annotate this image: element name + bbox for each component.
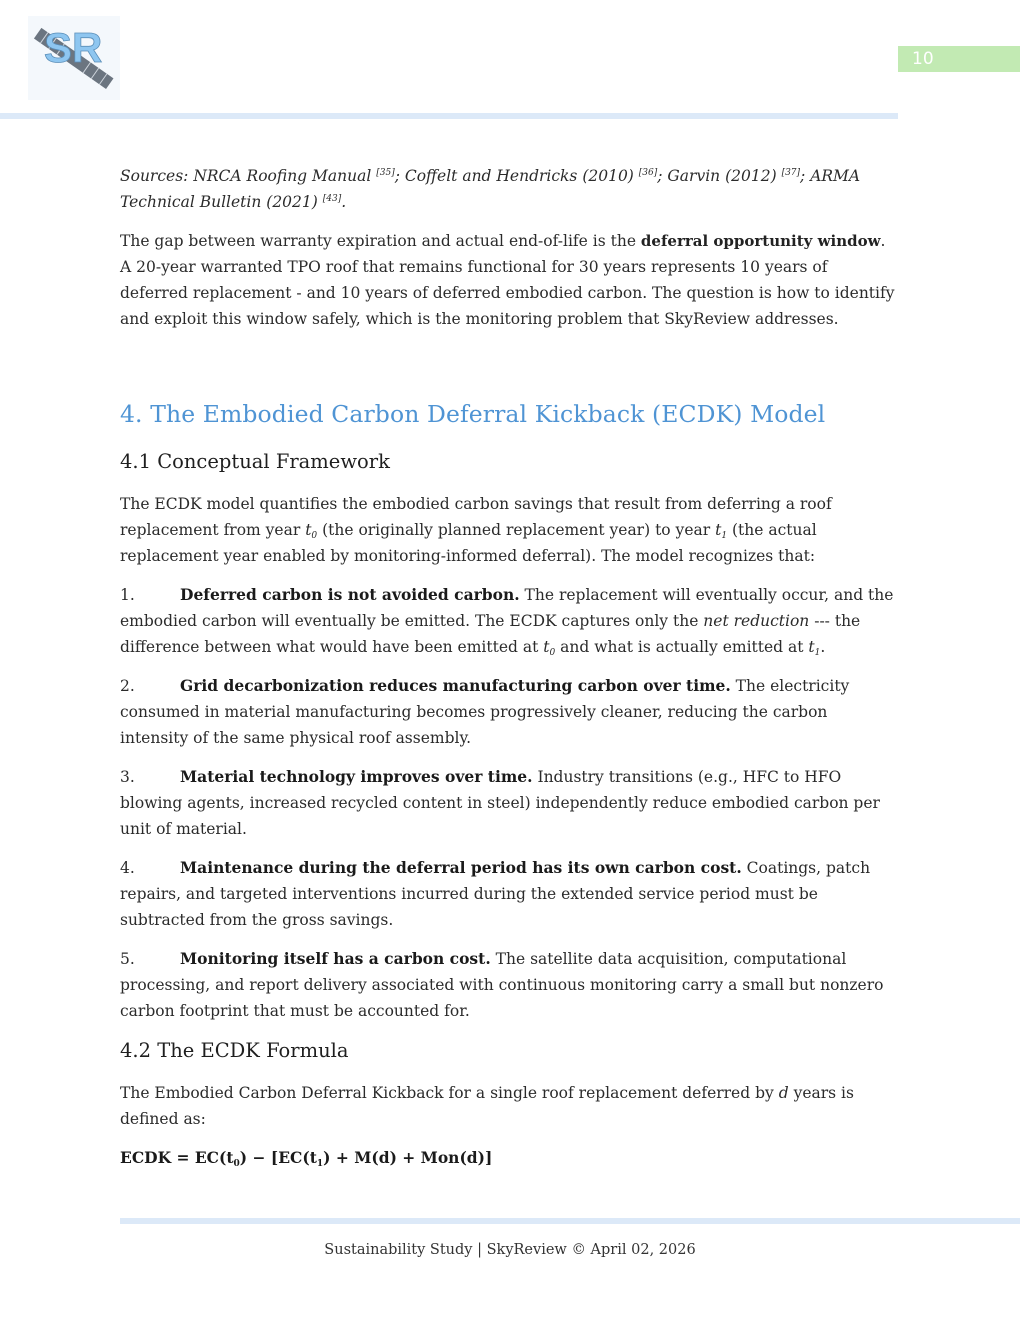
list-item: 3. Material technology improves over time. Industry transitions (e.g., HFC to HFO blowing agents, increased recycled content in steel) independently reduce embodied carbon per unit of material.: [120, 767, 880, 838]
page-content: [120, 163, 900, 1171]
list-item: 1. Deferred carbon is not avoided carbon. The replacement will eventually occur, and the embodied carbon will eventually be emitted. The ECDK captures only the net reduction --- the difference between what would have been emitted at $t_0$ and what is actually emitted at $t_1$.: [120, 585, 894, 658]
framework-paragraph: The ECDK model quantifies the embodied carbon savings that result from deferring a roof replacement from year $t_0$ (the originally planned replacement year) to year $t_1$ (the actual replacement year enabled by monitoring-informed deferral). The model recognizes that:: [120, 495, 832, 565]
formula-intro-paragraph: The Embodied Carbon Deferral Kickback for a single roof replacement deferred by d years is defined as:: [120, 1084, 854, 1128]
list-item: 4. Maintenance during the deferral period has its own carbon cost. Coatings, patch repairs, and targeted interventions incurred during the extended service period must be subtracted from the gross savings.: [120, 858, 871, 929]
subsection-heading-4-1: 4.1 Conceptual Framework: [120, 450, 390, 473]
subsection-heading-4-2: 4.2 The ECDK Formula: [120, 1039, 349, 1062]
logo-lettering: SR: [44, 24, 103, 71]
header-divider: [0, 113, 898, 119]
key-term: deferral opportunity window: [640, 232, 881, 250]
ecdk-formula: ECDK = $EC(t_0) - [EC(t_1) + M(d) + Mon(d)]$: [120, 1148, 493, 1169]
page-number: 10: [898, 46, 1020, 72]
citation-37[interactable]: [37]: [781, 168, 801, 178]
list-item: 5. Monitoring itself has a carbon cost. The satellite data acquisition, computational processing, and report delivery associated with continuous monitoring carry a small but nonzero carbon footprint that must be accounted for.: [120, 949, 884, 1020]
citation-35[interactable]: [35]: [376, 168, 395, 178]
sources-line: Sources: NRCA Roofing Manual [35]; Coffelt and Hendricks (2010) [36]; Garvin (2012) [37]; ARMA Technical Bulletin (2021) [43].: [120, 167, 861, 211]
intro-paragraph: The gap between warranty expiration and actual end-of-life is the deferral opportunity window. A 20-year warranted TPO roof that remains functional for 30 years represents 10 years of deferred replacement - and 10 years of deferred embodied carbon. The question is how to identify and exploit this window safely, which is the monitoring problem that SkyReview addresses.: [120, 232, 895, 328]
footer-divider: [120, 1218, 1020, 1224]
section-heading-4: 4. The Embodied Carbon Deferral Kickback (ECDK) Model: [120, 400, 826, 428]
list-item: 2. Grid decarbonization reduces manufacturing carbon over time. The electricity consumed in material manufacturing becomes progressively cleaner, reducing the carbon intensity of the same physical roof assembly.: [120, 676, 850, 747]
page-footer: Sustainability Study | SkyReview © April 02, 2026: [324, 1242, 696, 1258]
citation-36[interactable]: [36]: [638, 168, 658, 178]
skyreview-logo: [28, 16, 120, 100]
citation-43[interactable]: [43]: [322, 194, 342, 204]
